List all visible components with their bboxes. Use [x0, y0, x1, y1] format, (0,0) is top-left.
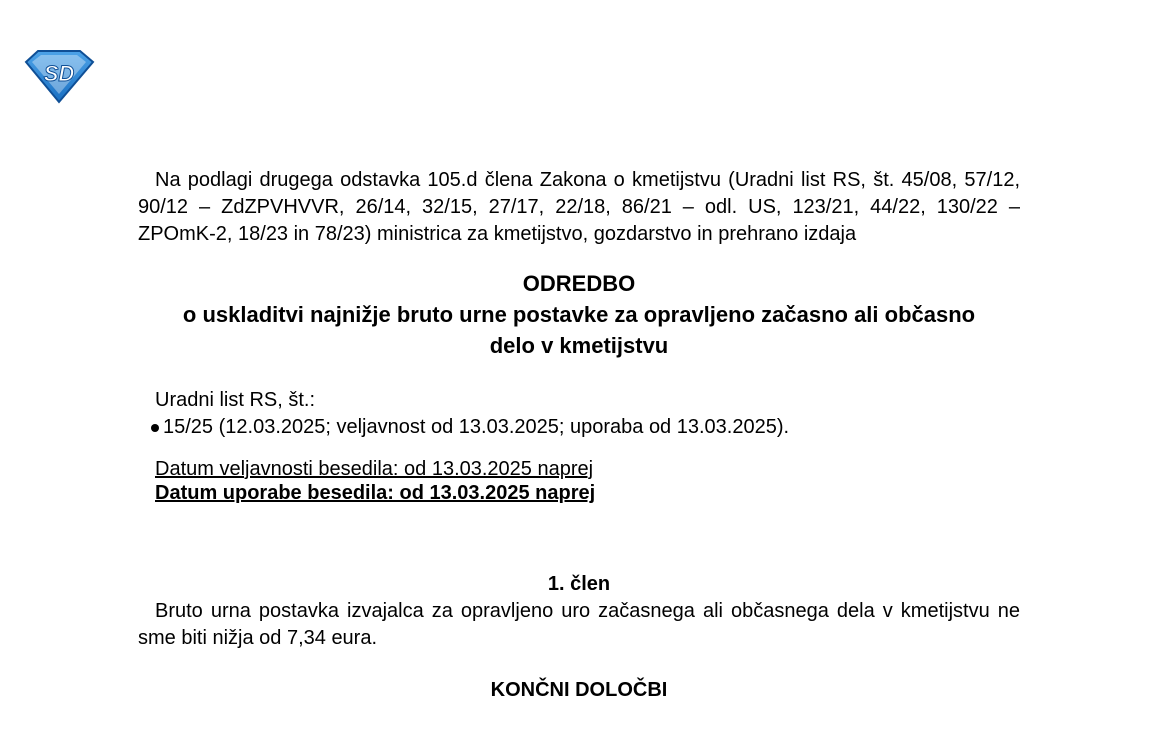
validity-dates — [138, 457, 1020, 505]
intro-paragraph: Na podlagi drugega odstavka 105.d člena Zakona o kmetijstvu (Uradni list RS, št. 45/08, 57/12, 90/12 – ZdZPVHVVR, 26/14, 32/15, 27/17, 22/18, 86/21 – odl. US, 123/21, 44/22, 130/22 – ZPOmK-2, 18/23 in 78/23) ministrica za kmetijstvo, gozdarstvo in prehrano izdaja — [138, 169, 1020, 245]
gazette-item-text: 15/25 (12.03.2025; veljavnost od 13.03.2025; uporaba od 13.03.2025). — [163, 416, 790, 438]
article-heading: 1. člen — [547, 573, 611, 595]
usage-date: Datum uporabe besedila: od 13.03.2025 naprej — [155, 482, 596, 504]
sd-shield-logo-icon — [22, 48, 96, 104]
bullet-icon — [151, 424, 159, 432]
document-content — [138, 167, 1020, 704]
gazette-label: Uradni list RS, št.: — [155, 389, 316, 411]
article-body: Bruto urna postavka izvajalca za opravljeno uro začasnega ali občasnega dela v kmetijstvu ne sme biti nižja od 7,34 eura. — [138, 600, 1020, 649]
title-main: ODREDBO — [522, 271, 636, 296]
validity-date: Datum veljavnosti besedila: od 13.03.2025 naprej — [155, 458, 594, 480]
svg-text:SD: SD — [43, 61, 75, 86]
document-title — [138, 268, 1020, 361]
gazette-reference — [138, 387, 1020, 441]
title-subtitle: o uskladitvi najnižje bruto urne postavke za opravljeno začasno ali občasno delo v kmetijstvu — [182, 302, 976, 358]
gazette-list-item — [151, 414, 1020, 441]
final-provisions-heading: KONČNI DOLOČBI — [490, 679, 668, 701]
